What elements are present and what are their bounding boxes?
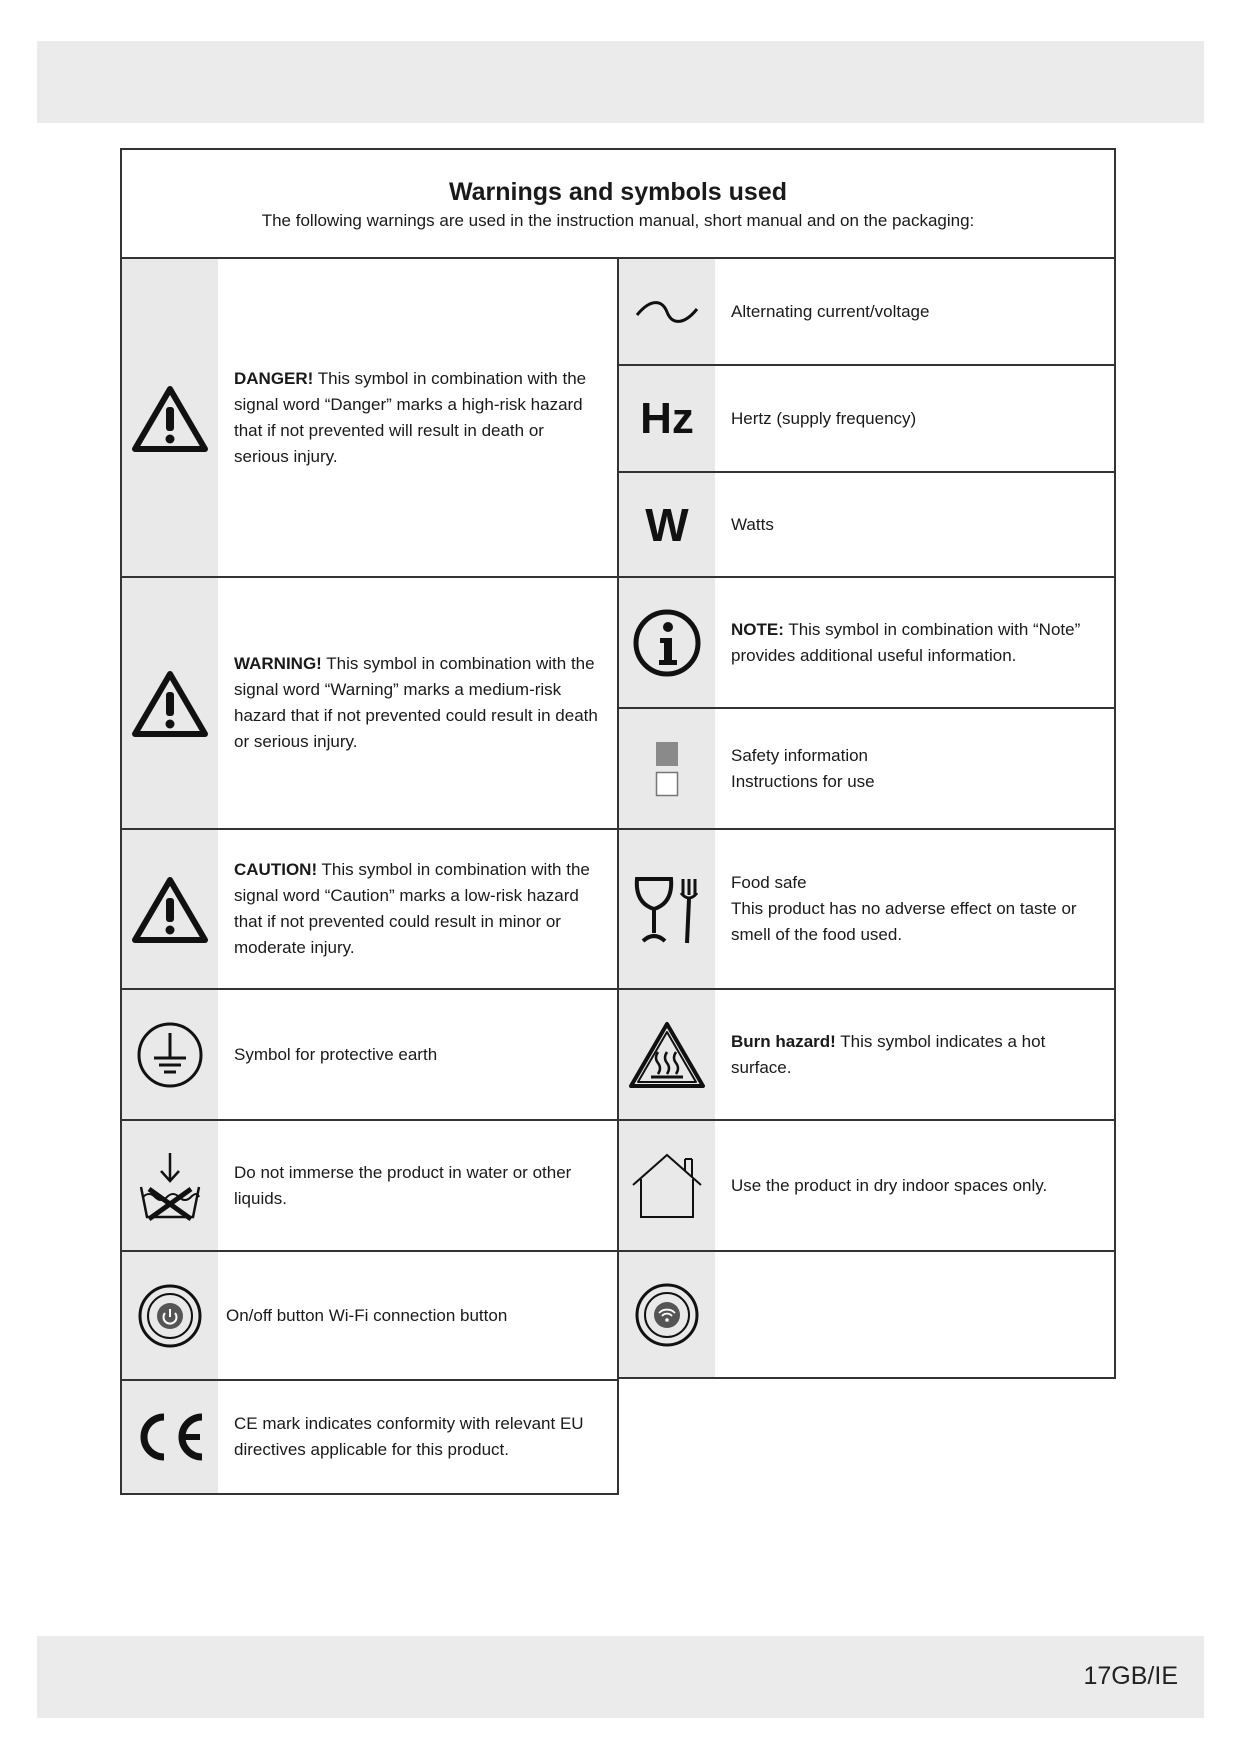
warning-triangle-icon xyxy=(130,668,210,738)
danger-icon-cell xyxy=(122,259,218,576)
indoor-row xyxy=(617,1119,1116,1252)
ce-row xyxy=(120,1379,619,1495)
immerse-row xyxy=(120,1119,619,1252)
no-immersion-icon xyxy=(135,1149,205,1223)
safety-line2: Instructions for use xyxy=(731,771,875,791)
note-text: This symbol in combination with “Note” provides additional useful information. xyxy=(731,619,1081,665)
caution-row xyxy=(120,828,619,990)
watts-row xyxy=(617,471,1116,578)
note-label: NOTE: xyxy=(731,619,784,639)
indoor-text: Use the product in dry indoor spaces only. xyxy=(731,1175,1048,1195)
warning-label: WARNING! xyxy=(234,654,322,673)
wifi-row xyxy=(617,1250,1116,1379)
food-line2: This product has no adverse effect on taste or smell of the food used. xyxy=(731,899,1077,944)
danger-label: DANGER! xyxy=(234,368,314,388)
danger-text: This symbol in combination with the signal word “Danger” marks a high-risk hazard that if not prevented will result in death or serious injury. xyxy=(234,368,587,466)
warning-text: This symbol in combination with the signal word “Warning” marks a medium-risk hazard that if not prevented could result in death or serious injury. xyxy=(234,654,598,751)
watts-icon: W xyxy=(645,498,689,551)
danger-row xyxy=(120,257,619,578)
warning-triangle-icon xyxy=(130,874,210,944)
safety-line1: Safety information xyxy=(731,745,869,765)
hot-surface-icon xyxy=(627,1020,707,1090)
page-title: Warnings and symbols used xyxy=(448,178,788,206)
ce-text: CE mark indicates conformity with relevant EU directives applicable for this product. xyxy=(234,1414,584,1459)
safety-row xyxy=(617,707,1116,830)
caution-text: This symbol in combination with the signal word “Caution” marks a low-risk hazard that if not prevented could result in minor or moderate injury. xyxy=(234,860,590,957)
bottom-band xyxy=(37,1636,1204,1718)
power-text: On/off button Wi-Fi connection button xyxy=(226,1305,508,1325)
info-icon xyxy=(632,608,702,678)
food-safe-icon xyxy=(631,873,703,945)
immerse-text: Do not immerse the product in water or other liquids. xyxy=(234,1162,572,1208)
power-row xyxy=(120,1250,619,1381)
ce-mark-icon xyxy=(132,1409,208,1465)
burn-row xyxy=(617,988,1116,1121)
top-band xyxy=(37,41,1204,123)
hz-text: Hertz (supply frequency) xyxy=(731,408,917,428)
burn-text: This symbol indicates a hot surface. xyxy=(731,1031,1046,1077)
page-number: 17GB/IE xyxy=(1083,1662,1178,1690)
page-subtitle: The following warnings are used in the instruction manual, short manual and on the packaging: xyxy=(261,211,975,230)
hz-row xyxy=(617,364,1116,473)
warning-triangle-icon xyxy=(130,383,210,453)
note-row xyxy=(617,576,1116,709)
earth-row xyxy=(120,988,619,1121)
wifi-button-icon xyxy=(634,1282,700,1348)
watts-text: Watts xyxy=(731,514,774,534)
ac-row xyxy=(617,257,1116,366)
protective-earth-icon xyxy=(135,1020,205,1090)
house-icon xyxy=(629,1151,705,1221)
alternating-current-icon xyxy=(632,297,702,327)
caution-label: CAUTION! xyxy=(234,860,318,879)
power-button-icon xyxy=(137,1283,203,1349)
burn-label: Burn hazard! xyxy=(731,1031,836,1051)
ac-text: Alternating current/voltage xyxy=(731,301,930,321)
food-line1: Food safe xyxy=(731,873,807,892)
hertz-icon: Hz xyxy=(640,393,694,443)
section-header xyxy=(120,148,1116,258)
food-row xyxy=(617,828,1116,990)
warning-row xyxy=(120,576,619,830)
safety-squares-icon xyxy=(652,739,682,799)
earth-text: Symbol for protective earth xyxy=(234,1044,438,1064)
